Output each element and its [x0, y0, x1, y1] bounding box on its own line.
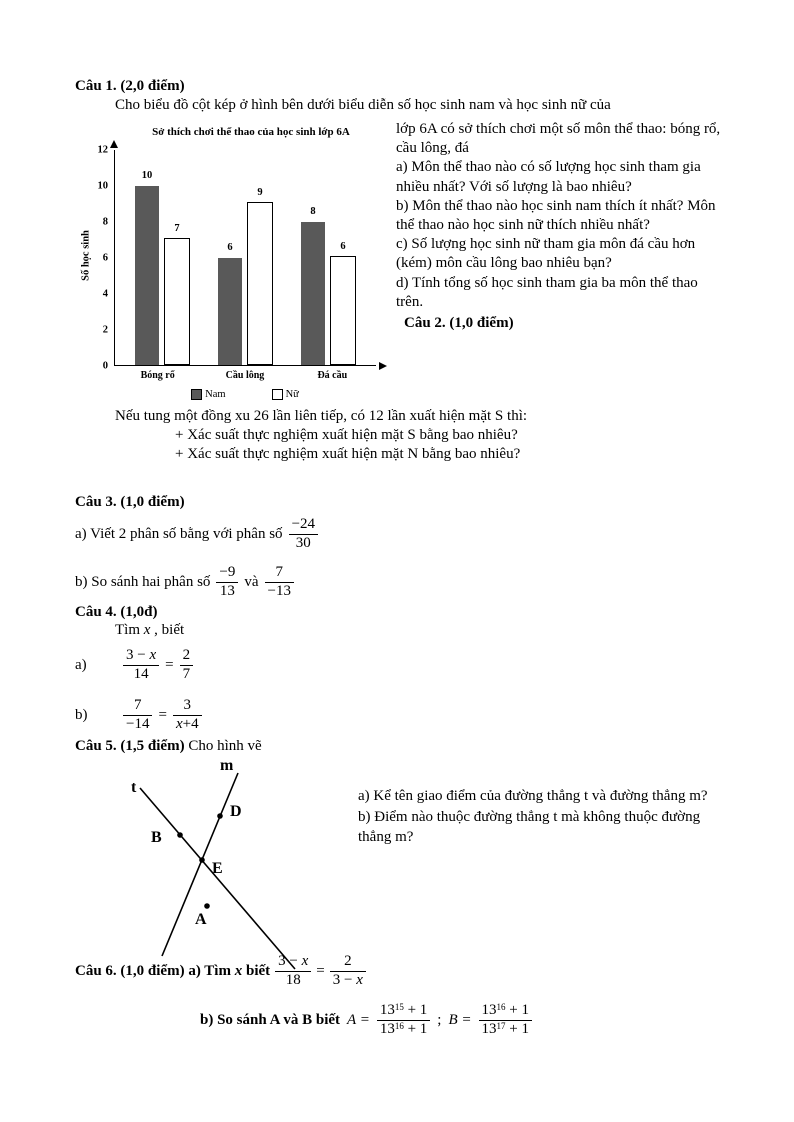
cau1-heading: Câu 1. (2,0 điểm) [75, 78, 185, 94]
cau3-a-text: a) Viết 2 phân số bằng với phân số [75, 525, 283, 542]
cau6-part-a [75, 948, 366, 994]
bar-chart [78, 126, 394, 400]
cau3-part-a [75, 511, 318, 557]
fraction-2-7: $\frac{2}{7}$ [180, 647, 194, 683]
point-D [217, 813, 223, 819]
chart-legend [114, 389, 376, 400]
bar-value-label: 6 [340, 240, 346, 252]
fraction-7-neg13: $\frac{7}{-13}$ [265, 564, 294, 600]
cau5-heading: Câu 5. (1,5 điểm) Cho hình vẽ [75, 738, 262, 754]
cau4-heading: Câu 4. (1,0đ) [75, 604, 158, 620]
label-D: D [230, 803, 242, 820]
label-A: A [195, 911, 207, 928]
label-t: t [131, 779, 137, 796]
y-tick-label: 10 [97, 180, 108, 192]
bar-nam-2 [218, 241, 242, 366]
cau3-b-text: b) So sánh hai phân số [75, 573, 211, 590]
x-category-label: Đá cầu [317, 370, 348, 381]
bar-nữ-2 [247, 186, 273, 365]
bar-value-label: 9 [257, 186, 263, 198]
cau2-question-s: + Xác suất thực nghiệm xuất hiện mặt S bằng bao nhiêu? [175, 427, 518, 443]
legend-marker-icon [191, 389, 202, 400]
y-tick-label: 8 [102, 216, 108, 228]
bar-group-3 [301, 150, 356, 365]
variable-x: x [143, 622, 151, 638]
y-tick-label: 0 [102, 360, 108, 372]
chart-title: Sở thích chơi thể thao của học sinh lớp 6A [152, 126, 350, 138]
label-B: B [151, 829, 162, 846]
line-m [162, 773, 238, 956]
legend-label: Nam [205, 389, 226, 400]
cau4-part-a [75, 642, 193, 688]
point-B [177, 832, 183, 838]
cau1-intro-continued: lớp 6A có sở thích chơi một số môn thể thao: bóng rổ, cầu lông, đá [396, 121, 721, 157]
cau3-part-b [75, 559, 294, 605]
equals-sign: = [158, 706, 167, 723]
cau2-question-n: + Xác suất thực nghiệm xuất hiện mặt N bằng bao nhiêu? [175, 446, 521, 462]
fraction-3-xplus4: $\frac{3}{x+4}$ [173, 697, 202, 733]
cau2-statement: Nếu tung một đồng xu 26 lần liên tiếp, có 12 lần xuất hiện mặt S thì: [115, 408, 528, 424]
x-category-label: Cầu lông [225, 370, 265, 381]
cau1-side-text [396, 120, 722, 333]
x-category-label: Bóng rổ [140, 370, 175, 381]
fraction-3minusx-18: $\frac{3 - x}{18}$ [275, 953, 311, 989]
label-E: E [212, 860, 223, 877]
cau5-questions [358, 786, 716, 848]
cau1-question-c: c) Số lượng học sinh nữ tham gia môn đá cầu hơn (kém) môn cầu lông bao nhiêu bạn? [396, 236, 696, 272]
y-tick-label: 6 [102, 252, 108, 264]
chart-axes [114, 150, 376, 366]
semicolon-separator: ; [437, 1011, 442, 1028]
equals-sign: = [316, 962, 325, 979]
geometry-figure [85, 756, 337, 977]
y-axis-title: Số học sinh [80, 230, 92, 281]
bar-group-1 [135, 150, 190, 365]
cau6-b-text: b) So sánh A và B biết [200, 1011, 341, 1028]
bar-nam-1 [135, 169, 159, 365]
cau1-intro: Cho biểu đồ cột kép ở hình bên dưới biểu diễn số học sinh nam và học sinh nữ của [115, 97, 611, 113]
cau5-question-a: a) Kể tên giao điểm của đường thẳng t và đường thẳng m? [358, 788, 708, 804]
cau1-question-d: d) Tính tổng số học sinh tham gia ba môn thể thao trên. [396, 274, 698, 310]
bar-nam-3 [301, 205, 325, 365]
y-tick-label: 4 [102, 288, 108, 300]
fraction-3minusx-14: $\frac{3 - x}{14}$ [123, 647, 159, 683]
cau6-part-b [200, 996, 532, 1044]
fraction-7-neg14: $\frac{7}{-14}$ [123, 697, 152, 733]
equals-sign: = [165, 656, 174, 673]
cau1-question-a: a) Môn thể thao nào có số lượng học sinh tham gia nhiều nhất? Với số lượng là bao nhiêu? [396, 159, 701, 195]
bar-value-label: 6 [227, 241, 233, 253]
cau6-A-equals: A = [347, 1011, 370, 1028]
cau3-heading: Câu 3. (1,0 điểm) [75, 494, 185, 510]
chart-plot-area [80, 144, 376, 372]
y-tick-label: 2 [102, 324, 108, 336]
cau4-a-label: a) [75, 656, 87, 673]
point-A [204, 903, 210, 909]
bar-value-label: 7 [174, 222, 180, 234]
cau6-a-text: Câu 6. (1,0 điểm) a) Tìm x biết [75, 962, 271, 979]
lines-figure-svg [85, 756, 337, 972]
fraction-neg9-13: $\frac{-9}{13}$ [216, 564, 238, 600]
cau1-question-b: b) Môn thể thao nào học sinh nam thích ít nhất? Môn thể thao nào học sinh nữ thích nhiều nhất? [396, 197, 716, 233]
cau3-b-mid-text: và [244, 573, 259, 590]
cau5-question-b: b) Điểm nào thuộc đường thẳng t mà không thuộc đường thẳng m? [358, 808, 701, 846]
bar-group-2 [218, 150, 273, 365]
cau6-B-equals: B = [448, 1011, 472, 1028]
legend-marker-icon [272, 389, 283, 400]
fraction-2-3minusx: $\frac{2}{3 - x}$ [330, 953, 366, 989]
bar-value-label: 10 [141, 169, 153, 181]
cau4-b-label: b) [75, 706, 88, 723]
cau4-part-b [75, 692, 202, 738]
point-E [199, 857, 205, 863]
fraction-B: $\frac{13^{16} + 1}{13^{17} + 1}$ [479, 1002, 532, 1038]
legend-item-nam [191, 389, 225, 400]
label-m: m [220, 757, 234, 774]
bar-nữ-3 [330, 240, 356, 366]
legend-item-nữ [272, 389, 299, 400]
x-axis-category-labels [114, 370, 376, 381]
legend-label: Nữ [285, 389, 299, 400]
cau2-heading: Câu 2. (1,0 điểm) [404, 314, 514, 331]
bar-value-label: 8 [310, 205, 316, 217]
cau4-intro: Tìm x , biết [115, 622, 185, 638]
fraction-neg24-30: $\frac{-24}{30}$ [289, 516, 318, 552]
y-tick-label: 12 [97, 144, 108, 156]
bar-nữ-1 [164, 222, 190, 365]
fraction-A: $\frac{13^{15} + 1}{13^{16} + 1}$ [377, 1002, 430, 1038]
